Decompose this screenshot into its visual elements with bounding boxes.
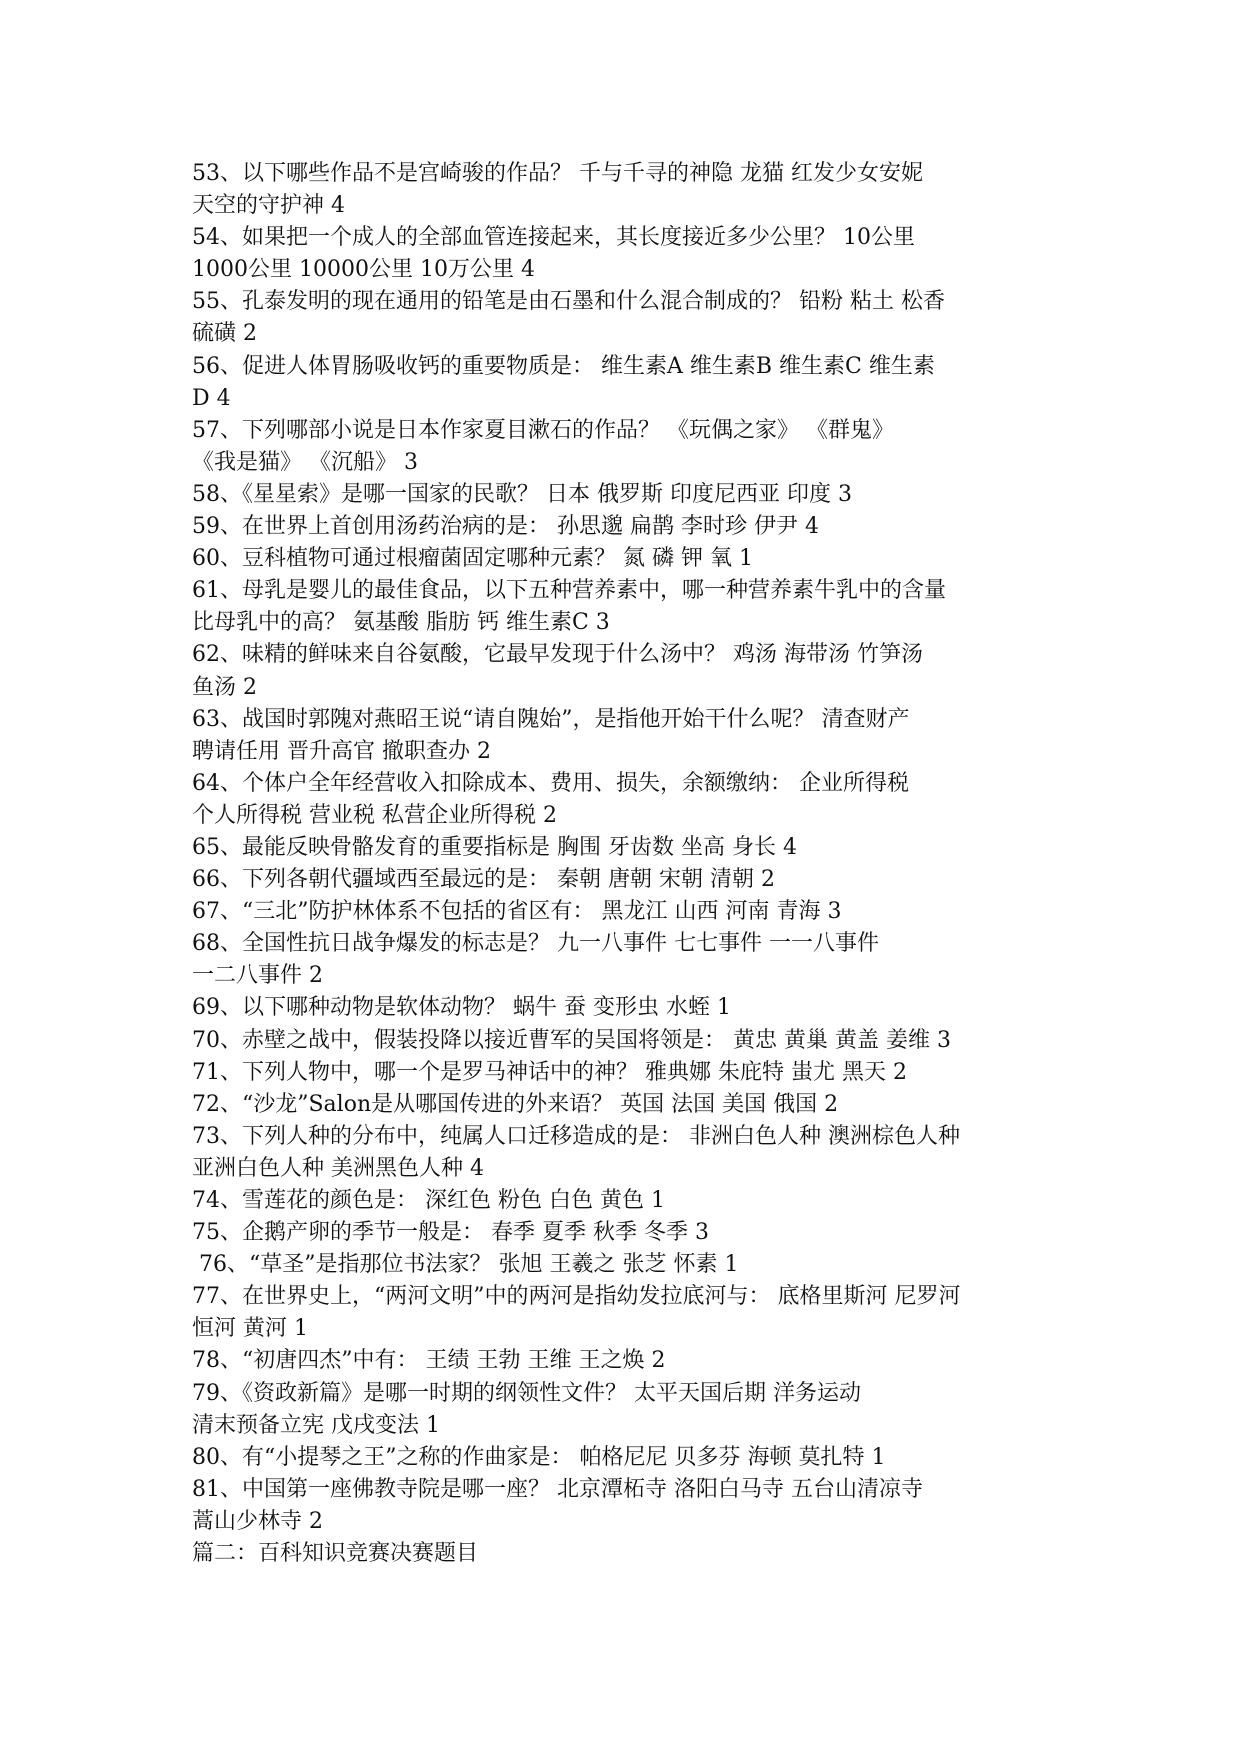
text-line: 亚洲白色人种 美洲黑色人种 4 [192,1155,484,1181]
text-line: 69、以下哪种动物是软体动物？ 蜗牛 蚕 变形虫 水蛭 1 [192,995,731,1021]
text-line: 1000公里 10000公里 10万公里 4 [192,257,535,283]
text-line: 62、味精的鲜味来自谷氨酸，它最早发现于什么汤中？ 鸡汤 海带汤 竹笋汤 [192,642,923,668]
text-line: 55、孔泰发明的现在通用的铅笔是由石墨和什么混合制成的？ 铅粉 粘土 松香 [192,289,945,315]
text-line: 57、下列哪部小说是日本作家夏目漱石的作品？ 《玩偶之家》 《群鬼》 [192,417,894,443]
text-line: 53、以下哪些作品不是宫崎骏的作品？ 千与千寻的神隐 龙猫 红发少女安妮 [192,161,923,186]
text-line: 79、《资政新篇》是哪一时期的纲领性文件？ 太平天国后期 洋务运动 [192,1380,861,1406]
text-line: 78、“初唐四杰”中有： 王绩 王勃 王维 王之焕 2 [192,1348,666,1374]
text-line: 80、有“小提琴之王”之称的作曲家是： 帕格尼尼 贝多芬 海顿 莫扎特 1 [192,1444,886,1470]
text-line: 77、在世界史上，“两河文明”中的两河是指幼发拉底河与： 底格里斯河 尼罗河 [192,1284,961,1310]
text-line: 比母乳中的高？ 氨基酸 脂肪 钙 维生素C 3 [192,610,610,636]
text-line: 54、如果把一个成人的全部血管连接起来，其长度接近多少公里？ 10公里 [192,225,915,251]
text-line: 清末预备立宪 戊戌变法 1 [192,1412,440,1438]
text-line: 63、战国时郭隗对燕昭王说“请自隗始”，是指他开始干什么呢？ 清查财产 [192,706,910,732]
text-line: 74、雪莲花的颜色是： 深红色 粉色 白色 黄色 1 [192,1188,665,1213]
text-line: 《我是猫》 《沉船》 3 [192,449,418,475]
text-line: 75、企鹅产卵的季节一般是： 春季 夏季 秋季 冬季 3 [192,1220,709,1246]
text-line: 64、个体户全年经营收入扣除成本、费用、损失，余额缴纳： 企业所得税 [192,770,909,796]
text-line: 61、母乳是婴儿的最佳食品，以下五种营养素中，哪一种营养素牛乳中的含量 [192,578,946,604]
text-line: 65、最能反映骨骼发育的重要指标是 胸围 牙齿数 坐高 身长 4 [192,834,797,860]
text-line: 鱼汤 2 [192,674,257,700]
text-line: 58、《星星索》是哪一国家的民歌？ 日本 俄罗斯 印度尼西亚 印度 3 [192,481,852,507]
text-line: 70、赤壁之战中，假装投降以接近曹军的吴国将领是： 黄忠 黄巢 黄盖 姜维 3 [192,1027,951,1053]
text-line: 一二八事件 2 [192,963,323,989]
text-line: 81、中国第一座佛教寺院是哪一座？ 北京潭柘寺 洛阳白马寺 五台山清凉寺 [192,1476,923,1502]
text-line: 蒿山少林寺 2 [192,1508,323,1534]
text-line: 66、下列各朝代疆域西至最远的是： 秦朝 唐朝 宋朝 清朝 2 [192,867,775,893]
text-line: 个人所得税 营业税 私营企业所得税 2 [192,802,557,828]
text-line: 恒河 黄河 1 [192,1316,308,1342]
document-page [192,158,1072,1570]
text-line: 68、全国性抗日战争爆发的标志是？ 九一八事件 七七事件 一一八事件 [192,931,879,957]
text-line: 聘请任用 晋升高官 撤职查办 2 [192,738,491,764]
text-line: 67、“三北”防护林体系不包括的省区有： 黑龙江 山西 河南 青海 3 [192,899,842,925]
text-line: 天空的守护神 4 [192,193,345,219]
text-line: 76、“草圣”是指那位书法家？ 张旭 王羲之 张芝 怀素 1 [192,1252,739,1278]
text-line: 72、“沙龙”Salon是从哪国传进的外来语？ 英国 法国 美国 俄国 2 [192,1091,839,1117]
text-line: 59、在世界上首创用汤药治病的是： 孙思邈 扁鹊 李时珍 伊尹 4 [192,514,819,540]
text-line: 硫磺 2 [192,321,257,347]
text-line: D 4 [192,385,231,411]
text-line: 60、豆科植物可通过根瘤菌固定哪种元素？ 氮 磷 钾 氧 1 [192,546,753,572]
text-line: 71、下列人物中，哪一个是罗马神话中的神？ 雅典娜 朱庇特 蚩尤 黑天 2 [192,1059,907,1085]
text-line: 篇二：百科知识竞赛决赛题目 [192,1541,479,1567]
text-line: 73、下列人种的分布中，纯属人口迁移造成的是： 非洲白色人种 澳洲棕色人种 [192,1123,960,1149]
text-line: 56、促进人体胃肠吸收钙的重要物质是： 维生素A 维生素B 维生素C 维生素 [192,353,935,379]
